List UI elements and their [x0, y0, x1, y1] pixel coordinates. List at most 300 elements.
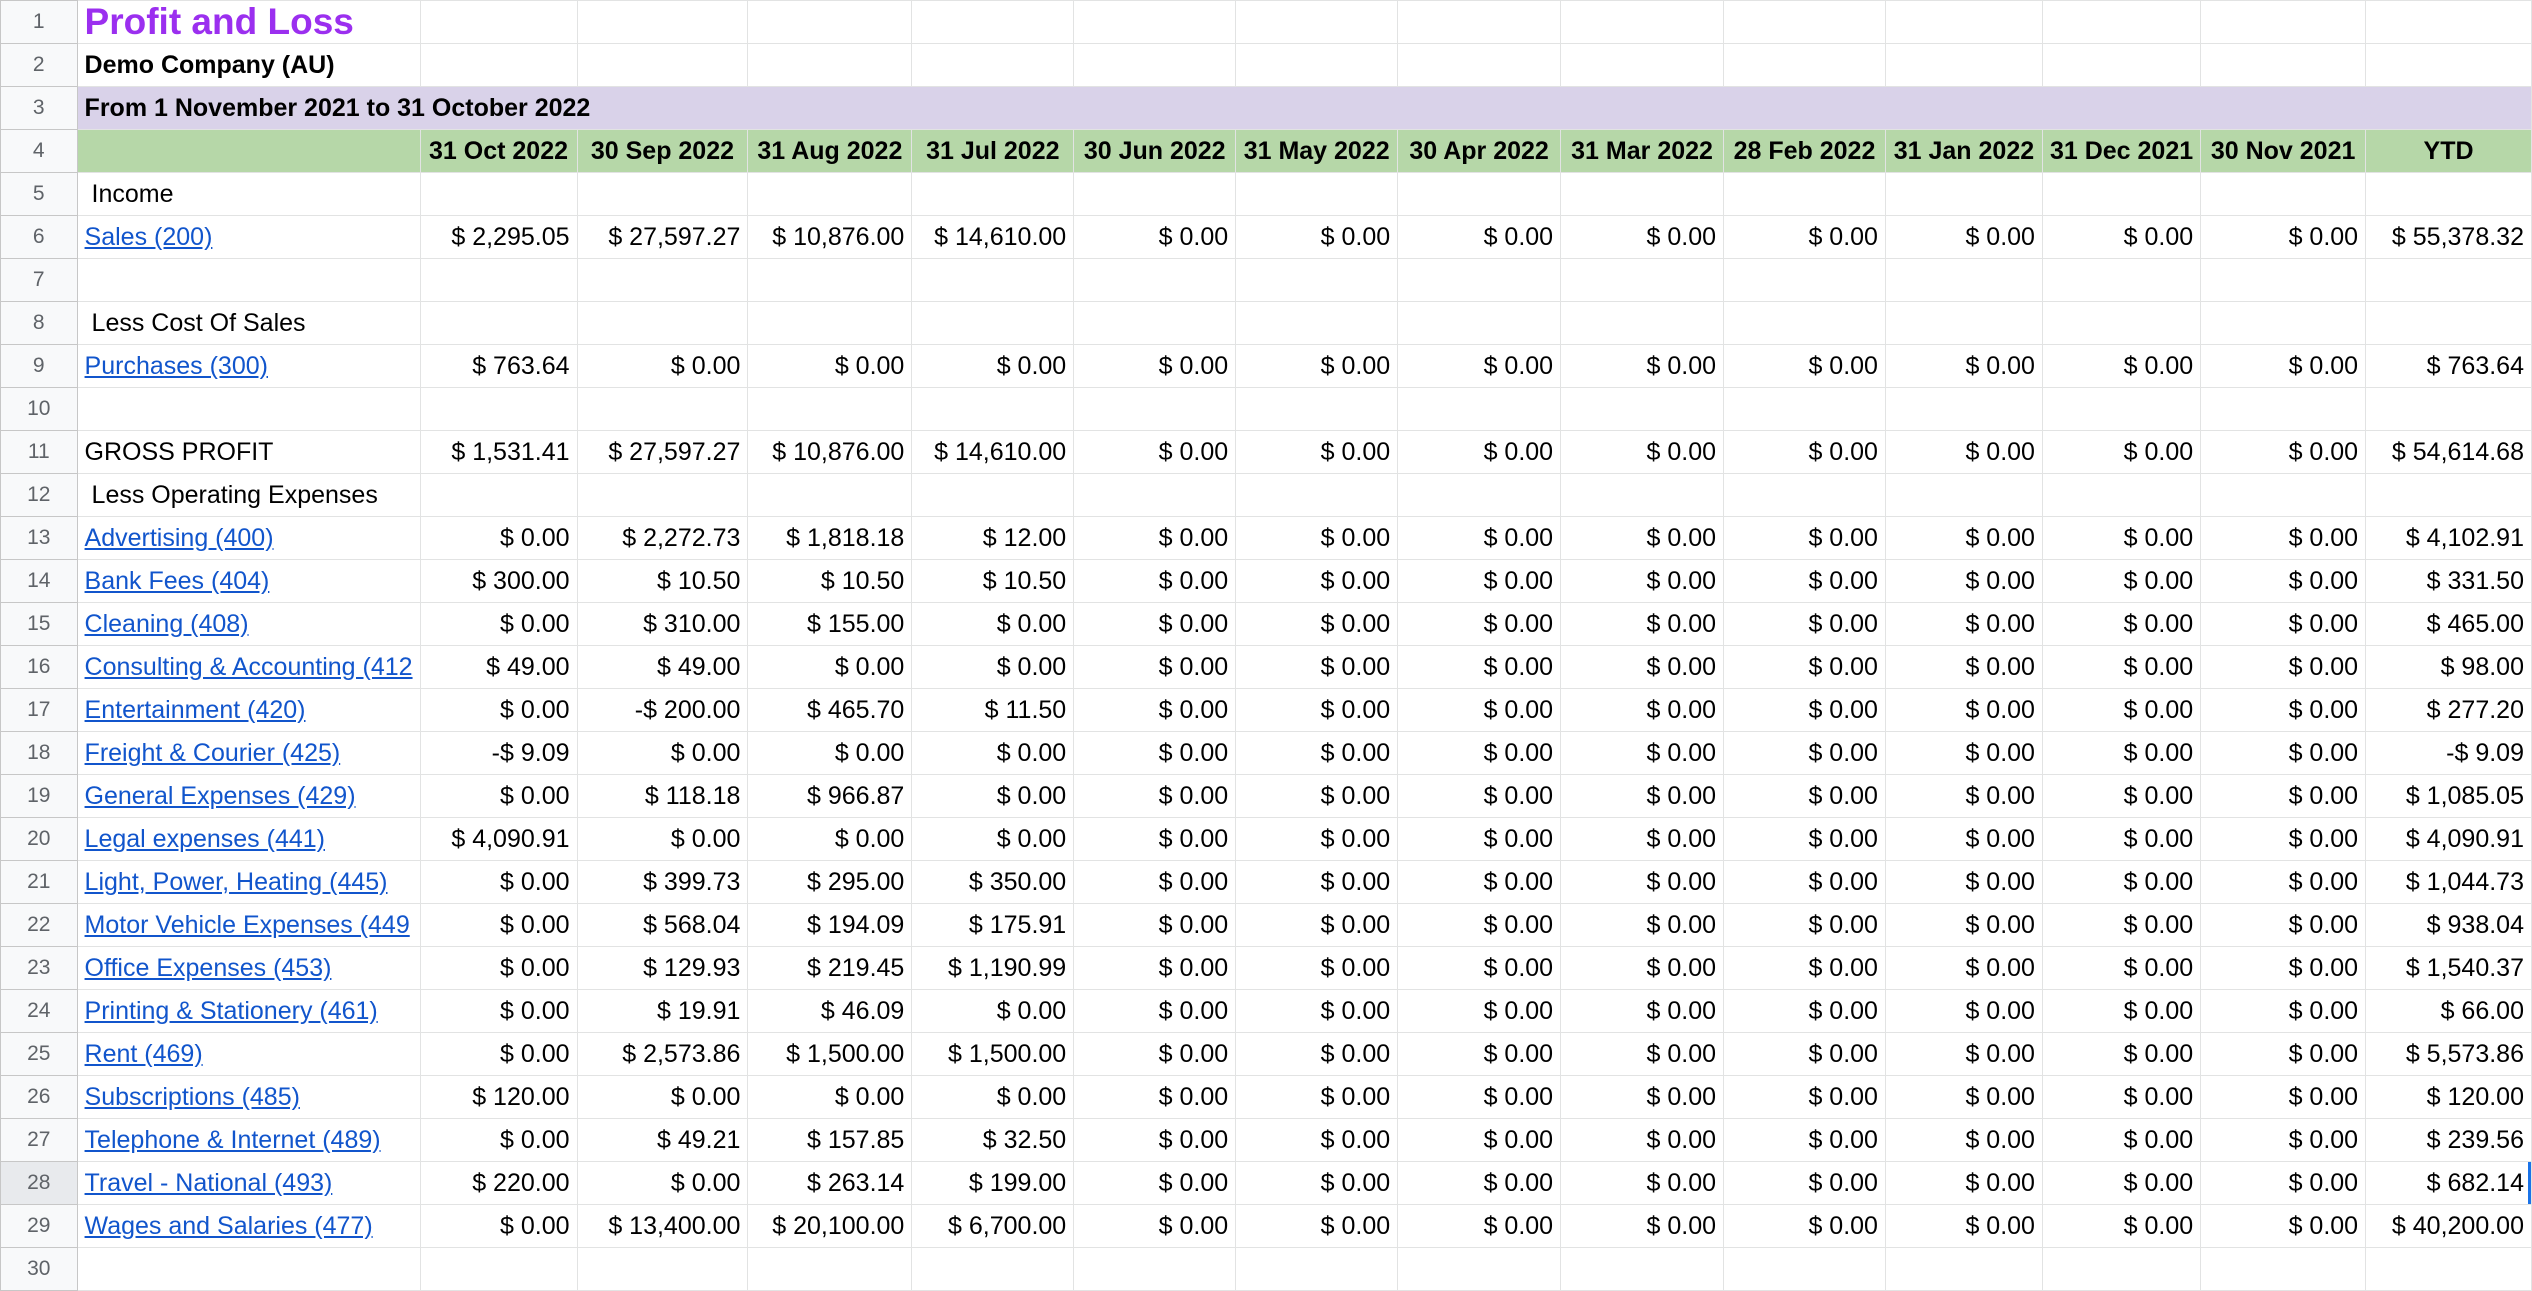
empty-cell[interactable]: [912, 1, 1074, 44]
account-link[interactable]: Entertainment (420): [77, 689, 420, 732]
amount-cell[interactable]: $ 0.00: [1724, 990, 1886, 1033]
amount-cell[interactable]: $ 0.00: [1074, 603, 1236, 646]
amount-cell[interactable]: $ 0.00: [1885, 603, 2042, 646]
report-period[interactable]: From 1 November 2021 to 31 October 2022: [77, 87, 2531, 130]
row-header[interactable]: 28: [1, 1162, 78, 1205]
amount-cell[interactable]: $ 0.00: [912, 1076, 1074, 1119]
empty-cell[interactable]: [577, 474, 748, 517]
amount-cell[interactable]: $ 0.00: [1724, 689, 1886, 732]
amount-cell[interactable]: -$ 9.09: [420, 732, 577, 775]
empty-cell[interactable]: [2366, 173, 2532, 216]
amount-cell[interactable]: $ 0.00: [420, 1205, 577, 1248]
amount-cell[interactable]: $ 155.00: [748, 603, 912, 646]
amount-cell[interactable]: $ 0.00: [1074, 1033, 1236, 1076]
amount-cell[interactable]: $ 0.00: [1074, 689, 1236, 732]
amount-cell[interactable]: $ 10,876.00: [748, 431, 912, 474]
row-header[interactable]: 27: [1, 1119, 78, 1162]
empty-cell[interactable]: [77, 388, 420, 431]
account-link[interactable]: Motor Vehicle Expenses (449: [77, 904, 420, 947]
account-link[interactable]: Freight & Courier (425): [77, 732, 420, 775]
amount-cell[interactable]: $ 0.00: [1236, 560, 1398, 603]
amount-cell[interactable]: $ 0.00: [1236, 603, 1398, 646]
account-link[interactable]: Wages and Salaries (477): [77, 1205, 420, 1248]
amount-cell[interactable]: $ 2,295.05: [420, 216, 577, 259]
amount-cell[interactable]: $ 0.00: [420, 990, 577, 1033]
empty-cell[interactable]: [577, 388, 748, 431]
empty-cell[interactable]: [420, 1, 577, 44]
empty-cell[interactable]: [77, 1248, 420, 1291]
amount-cell[interactable]: $ 0.00: [1561, 990, 1724, 1033]
amount-cell[interactable]: $ 0.00: [2042, 689, 2200, 732]
empty-cell[interactable]: [420, 1248, 577, 1291]
amount-cell[interactable]: $ 310.00: [577, 603, 748, 646]
empty-cell[interactable]: [420, 44, 577, 87]
column-header[interactable]: 30 Jun 2022: [1074, 130, 1236, 173]
empty-cell[interactable]: [1236, 173, 1398, 216]
amount-cell[interactable]: $ 0.00: [1236, 990, 1398, 1033]
amount-cell[interactable]: $ 20,100.00: [748, 1205, 912, 1248]
empty-cell[interactable]: [1561, 44, 1724, 87]
empty-cell[interactable]: [2042, 302, 2200, 345]
row-header[interactable]: 6: [1, 216, 78, 259]
empty-cell[interactable]: [748, 1248, 912, 1291]
amount-cell[interactable]: $ 4,090.91: [420, 818, 577, 861]
amount-cell[interactable]: $ 66.00: [2366, 990, 2532, 1033]
account-link[interactable]: Light, Power, Heating (445): [77, 861, 420, 904]
amount-cell[interactable]: $ 220.00: [420, 1162, 577, 1205]
empty-cell[interactable]: [2366, 388, 2532, 431]
account-link[interactable]: Consulting & Accounting (412: [77, 646, 420, 689]
amount-cell[interactable]: $ 0.00: [1074, 431, 1236, 474]
amount-cell[interactable]: $ 0.00: [1236, 775, 1398, 818]
empty-cell[interactable]: [577, 1248, 748, 1291]
amount-cell[interactable]: $ 331.50: [2366, 560, 2532, 603]
empty-cell[interactable]: [1398, 259, 1561, 302]
amount-cell[interactable]: $ 465.70: [748, 689, 912, 732]
row-header[interactable]: 12: [1, 474, 78, 517]
amount-cell[interactable]: $ 0.00: [2201, 1162, 2366, 1205]
amount-cell[interactable]: $ 0.00: [1398, 646, 1561, 689]
amount-cell[interactable]: $ 0.00: [1885, 689, 2042, 732]
amount-cell[interactable]: $ 40,200.00: [2366, 1205, 2532, 1248]
empty-cell[interactable]: [748, 388, 912, 431]
empty-cell[interactable]: [2042, 44, 2200, 87]
empty-cell[interactable]: [577, 44, 748, 87]
amount-cell[interactable]: $ 0.00: [577, 345, 748, 388]
row-header[interactable]: 14: [1, 560, 78, 603]
empty-cell[interactable]: [420, 259, 577, 302]
empty-cell[interactable]: [1236, 1248, 1398, 1291]
empty-cell[interactable]: [1724, 388, 1886, 431]
empty-cell[interactable]: [2366, 259, 2532, 302]
amount-cell[interactable]: $ 2,272.73: [577, 517, 748, 560]
row-header[interactable]: 23: [1, 947, 78, 990]
amount-cell[interactable]: $ 0.00: [1561, 1076, 1724, 1119]
empty-cell[interactable]: [1724, 474, 1886, 517]
account-link[interactable]: Bank Fees (404): [77, 560, 420, 603]
amount-cell[interactable]: $ 98.00: [2366, 646, 2532, 689]
amount-cell[interactable]: $ 0.00: [1398, 1162, 1561, 1205]
amount-cell[interactable]: $ 0.00: [1885, 1119, 2042, 1162]
empty-cell[interactable]: [1236, 259, 1398, 302]
empty-cell[interactable]: [1561, 173, 1724, 216]
amount-cell[interactable]: $ 13,400.00: [577, 1205, 748, 1248]
amount-cell[interactable]: $ 118.18: [577, 775, 748, 818]
amount-cell[interactable]: $ 0.00: [2042, 603, 2200, 646]
section-cost-of-sales[interactable]: Less Cost Of Sales: [77, 302, 420, 345]
amount-cell[interactable]: $ 0.00: [1885, 1205, 2042, 1248]
empty-cell[interactable]: [1561, 259, 1724, 302]
amount-cell[interactable]: $ 0.00: [748, 1076, 912, 1119]
amount-cell[interactable]: $ 0.00: [1074, 947, 1236, 990]
amount-cell[interactable]: $ 0.00: [1074, 1162, 1236, 1205]
amount-cell[interactable]: $ 0.00: [2042, 1033, 2200, 1076]
amount-cell[interactable]: $ 0.00: [1724, 732, 1886, 775]
amount-cell[interactable]: $ 0.00: [1236, 646, 1398, 689]
amount-cell[interactable]: $ 1,044.73: [2366, 861, 2532, 904]
amount-cell[interactable]: $ 5,573.86: [2366, 1033, 2532, 1076]
amount-cell[interactable]: $ 0.00: [1561, 818, 1724, 861]
amount-cell[interactable]: $ 0.00: [1885, 1033, 2042, 1076]
amount-cell[interactable]: $ 0.00: [1398, 603, 1561, 646]
amount-cell[interactable]: $ 0.00: [1561, 904, 1724, 947]
amount-cell[interactable]: $ 2,573.86: [577, 1033, 748, 1076]
empty-cell[interactable]: [1885, 388, 2042, 431]
amount-cell[interactable]: $ 1,190.99: [912, 947, 1074, 990]
amount-cell[interactable]: $ 0.00: [2201, 216, 2366, 259]
amount-cell[interactable]: $ 0.00: [1398, 818, 1561, 861]
amount-cell[interactable]: $ 0.00: [1236, 861, 1398, 904]
row-header[interactable]: 22: [1, 904, 78, 947]
amount-cell[interactable]: $ 0.00: [1398, 689, 1561, 732]
empty-cell[interactable]: [2042, 474, 2200, 517]
empty-cell[interactable]: [420, 388, 577, 431]
amount-cell[interactable]: $ 0.00: [577, 818, 748, 861]
amount-cell[interactable]: $ 0.00: [1561, 431, 1724, 474]
column-header[interactable]: 31 May 2022: [1236, 130, 1398, 173]
amount-cell[interactable]: $ 0.00: [2042, 990, 2200, 1033]
empty-cell[interactable]: [1398, 1248, 1561, 1291]
amount-cell[interactable]: $ 0.00: [2201, 1205, 2366, 1248]
amount-cell[interactable]: $ 27,597.27: [577, 431, 748, 474]
amount-cell[interactable]: $ 14,610.00: [912, 216, 1074, 259]
account-link[interactable]: Advertising (400): [77, 517, 420, 560]
empty-cell[interactable]: [1236, 388, 1398, 431]
amount-cell[interactable]: $ 0.00: [2201, 517, 2366, 560]
amount-cell[interactable]: $ 277.20: [2366, 689, 2532, 732]
row-header[interactable]: 11: [1, 431, 78, 474]
empty-cell[interactable]: [748, 259, 912, 302]
empty-cell[interactable]: [748, 173, 912, 216]
amount-cell[interactable]: $ 0.00: [1561, 947, 1724, 990]
empty-cell[interactable]: [577, 1, 748, 44]
row-header[interactable]: 5: [1, 173, 78, 216]
amount-cell[interactable]: $ 0.00: [748, 732, 912, 775]
amount-cell[interactable]: $ 0.00: [2042, 431, 2200, 474]
amount-cell[interactable]: $ 0.00: [1236, 689, 1398, 732]
row-header[interactable]: 30: [1, 1248, 78, 1291]
amount-cell[interactable]: $ 0.00: [1398, 732, 1561, 775]
empty-cell[interactable]: [2366, 302, 2532, 345]
empty-cell[interactable]: [1885, 259, 2042, 302]
empty-cell[interactable]: [2201, 1, 2366, 44]
row-header[interactable]: 20: [1, 818, 78, 861]
amount-cell[interactable]: $ 0.00: [1074, 216, 1236, 259]
empty-cell[interactable]: [1074, 173, 1236, 216]
account-link[interactable]: Office Expenses (453): [77, 947, 420, 990]
amount-cell[interactable]: $ 1,500.00: [748, 1033, 912, 1076]
amount-cell[interactable]: $ 0.00: [1561, 1205, 1724, 1248]
amount-cell[interactable]: $ 0.00: [1074, 990, 1236, 1033]
amount-cell[interactable]: $ 763.64: [2366, 345, 2532, 388]
column-header[interactable]: 30 Sep 2022: [577, 130, 748, 173]
amount-cell[interactable]: $ 199.00: [912, 1162, 1074, 1205]
amount-cell[interactable]: $ 0.00: [1885, 1162, 2042, 1205]
amount-cell[interactable]: $ 0.00: [1561, 1033, 1724, 1076]
amount-cell[interactable]: $ 0.00: [1074, 861, 1236, 904]
row-header[interactable]: 21: [1, 861, 78, 904]
empty-cell[interactable]: [2201, 1248, 2366, 1291]
amount-cell[interactable]: $ 0.00: [1398, 517, 1561, 560]
empty-cell[interactable]: [1724, 302, 1886, 345]
amount-cell[interactable]: $ 568.04: [577, 904, 748, 947]
amount-cell[interactable]: $ 0.00: [2201, 689, 2366, 732]
empty-cell[interactable]: [1398, 173, 1561, 216]
amount-cell[interactable]: $ 54,614.68: [2366, 431, 2532, 474]
amount-cell[interactable]: $ 0.00: [2042, 646, 2200, 689]
amount-cell[interactable]: $ 0.00: [1236, 947, 1398, 990]
amount-cell[interactable]: $ 0.00: [420, 775, 577, 818]
amount-cell[interactable]: $ 0.00: [2042, 517, 2200, 560]
empty-cell[interactable]: [1724, 1248, 1886, 1291]
amount-cell[interactable]: $ 263.14: [748, 1162, 912, 1205]
empty-cell[interactable]: [1724, 259, 1886, 302]
amount-cell[interactable]: $ 0.00: [1398, 775, 1561, 818]
amount-cell[interactable]: $ 0.00: [1561, 1162, 1724, 1205]
amount-cell[interactable]: $ 0.00: [1236, 1119, 1398, 1162]
amount-cell[interactable]: $ 0.00: [1236, 904, 1398, 947]
empty-cell[interactable]: [2042, 173, 2200, 216]
empty-cell[interactable]: [2366, 44, 2532, 87]
empty-cell[interactable]: [1074, 474, 1236, 517]
amount-cell[interactable]: $ 0.00: [1398, 1205, 1561, 1248]
amount-cell[interactable]: $ 966.87: [748, 775, 912, 818]
empty-cell[interactable]: [1236, 474, 1398, 517]
column-header[interactable]: 31 Oct 2022: [420, 130, 577, 173]
row-header[interactable]: 26: [1, 1076, 78, 1119]
empty-cell[interactable]: [2201, 173, 2366, 216]
amount-cell[interactable]: $ 0.00: [1561, 560, 1724, 603]
amount-cell[interactable]: $ 1,818.18: [748, 517, 912, 560]
amount-cell[interactable]: $ 0.00: [1885, 775, 2042, 818]
row-header[interactable]: 3: [1, 87, 78, 130]
empty-cell[interactable]: [912, 259, 1074, 302]
column-header[interactable]: 28 Feb 2022: [1724, 130, 1886, 173]
amount-cell[interactable]: $ 0.00: [1885, 1076, 2042, 1119]
amount-cell[interactable]: $ 0.00: [2042, 861, 2200, 904]
empty-cell[interactable]: [2042, 259, 2200, 302]
amount-cell[interactable]: $ 0.00: [1398, 1076, 1561, 1119]
amount-cell[interactable]: $ 0.00: [1561, 689, 1724, 732]
account-link[interactable]: Telephone & Internet (489): [77, 1119, 420, 1162]
amount-cell[interactable]: $ 194.09: [748, 904, 912, 947]
amount-cell[interactable]: $ 0.00: [2201, 775, 2366, 818]
amount-cell[interactable]: $ 0.00: [2201, 861, 2366, 904]
row-header[interactable]: 17: [1, 689, 78, 732]
amount-cell[interactable]: $ 0.00: [2201, 560, 2366, 603]
row-header[interactable]: 4: [1, 130, 78, 173]
amount-cell[interactable]: $ 0.00: [1724, 646, 1886, 689]
amount-cell[interactable]: $ 0.00: [1724, 1205, 1886, 1248]
empty-cell[interactable]: [2201, 302, 2366, 345]
amount-cell[interactable]: $ 0.00: [912, 775, 1074, 818]
empty-cell[interactable]: [1561, 302, 1724, 345]
empty-cell[interactable]: [1724, 1, 1886, 44]
amount-cell[interactable]: $ 0.00: [2042, 818, 2200, 861]
amount-cell[interactable]: $ 0.00: [1398, 1119, 1561, 1162]
amount-cell[interactable]: $ 0.00: [1236, 818, 1398, 861]
amount-cell[interactable]: $ 14,610.00: [912, 431, 1074, 474]
amount-cell[interactable]: $ 0.00: [1074, 732, 1236, 775]
amount-cell[interactable]: $ 10.50: [912, 560, 1074, 603]
amount-cell[interactable]: $ 0.00: [1724, 904, 1886, 947]
amount-cell[interactable]: $ 120.00: [420, 1076, 577, 1119]
empty-cell[interactable]: [912, 302, 1074, 345]
row-header[interactable]: 7: [1, 259, 78, 302]
amount-cell[interactable]: $ 49.00: [577, 646, 748, 689]
amount-cell[interactable]: $ 0.00: [1885, 517, 2042, 560]
row-header[interactable]: 8: [1, 302, 78, 345]
amount-cell[interactable]: $ 0.00: [1236, 431, 1398, 474]
amount-cell[interactable]: $ 350.00: [912, 861, 1074, 904]
account-link[interactable]: Travel - National (493): [77, 1162, 420, 1205]
empty-cell[interactable]: [420, 474, 577, 517]
amount-cell[interactable]: $ 0.00: [1885, 431, 2042, 474]
amount-cell[interactable]: $ 0.00: [1724, 1076, 1886, 1119]
amount-cell[interactable]: $ 0.00: [1724, 775, 1886, 818]
amount-cell[interactable]: $ 0.00: [1236, 345, 1398, 388]
row-header[interactable]: 25: [1, 1033, 78, 1076]
amount-cell[interactable]: $ 0.00: [420, 1033, 577, 1076]
empty-cell[interactable]: [1074, 44, 1236, 87]
amount-cell[interactable]: $ 49.21: [577, 1119, 748, 1162]
empty-cell[interactable]: [748, 302, 912, 345]
amount-cell[interactable]: $ 0.00: [1074, 1076, 1236, 1119]
report-title[interactable]: Profit and Loss: [77, 1, 420, 44]
row-header[interactable]: 9: [1, 345, 78, 388]
amount-cell[interactable]: $ 0.00: [1074, 646, 1236, 689]
amount-cell[interactable]: $ 0.00: [748, 818, 912, 861]
empty-cell[interactable]: [1724, 44, 1886, 87]
amount-cell[interactable]: $ 0.00: [1236, 732, 1398, 775]
amount-cell[interactable]: $ 0.00: [1724, 345, 1886, 388]
amount-cell[interactable]: $ 0.00: [1561, 603, 1724, 646]
amount-cell[interactable]: $ 0.00: [1885, 345, 2042, 388]
amount-cell[interactable]: $ 0.00: [2201, 990, 2366, 1033]
amount-cell[interactable]: $ 0.00: [2201, 1119, 2366, 1162]
empty-cell[interactable]: [2042, 1, 2200, 44]
empty-cell[interactable]: [1398, 388, 1561, 431]
row-header[interactable]: 1: [1, 1, 78, 44]
empty-cell[interactable]: [420, 302, 577, 345]
amount-cell[interactable]: $ 0.00: [1236, 1033, 1398, 1076]
amount-cell[interactable]: $ 0.00: [1561, 216, 1724, 259]
section-operating-expenses[interactable]: Less Operating Expenses: [77, 474, 420, 517]
amount-cell[interactable]: $ 0.00: [1398, 904, 1561, 947]
amount-cell[interactable]: $ 0.00: [1561, 775, 1724, 818]
amount-cell[interactable]: $ 0.00: [577, 732, 748, 775]
amount-cell[interactable]: $ 0.00: [1398, 947, 1561, 990]
amount-cell[interactable]: $ 0.00: [1398, 431, 1561, 474]
amount-cell[interactable]: $ 11.50: [912, 689, 1074, 732]
amount-cell[interactable]: $ 0.00: [1074, 345, 1236, 388]
empty-cell[interactable]: [748, 474, 912, 517]
account-link[interactable]: Purchases (300): [77, 345, 420, 388]
amount-cell[interactable]: $ 0.00: [1885, 560, 2042, 603]
row-label[interactable]: GROSS PROFIT: [77, 431, 420, 474]
amount-cell[interactable]: $ 0.00: [1885, 904, 2042, 947]
amount-cell[interactable]: $ 0.00: [2201, 947, 2366, 990]
row-header[interactable]: 10: [1, 388, 78, 431]
empty-cell[interactable]: [420, 173, 577, 216]
amount-cell[interactable]: $ 0.00: [2042, 1205, 2200, 1248]
amount-cell[interactable]: $ 682.14: [2366, 1162, 2532, 1205]
empty-cell[interactable]: [1398, 474, 1561, 517]
amount-cell[interactable]: $ 938.04: [2366, 904, 2532, 947]
amount-cell[interactable]: $ 0.00: [1724, 216, 1886, 259]
empty-cell[interactable]: [577, 259, 748, 302]
row-header[interactable]: 19: [1, 775, 78, 818]
empty-cell[interactable]: [2042, 388, 2200, 431]
row-header[interactable]: 15: [1, 603, 78, 646]
amount-cell[interactable]: $ 0.00: [2042, 560, 2200, 603]
amount-cell[interactable]: $ 129.93: [577, 947, 748, 990]
amount-cell[interactable]: -$ 200.00: [577, 689, 748, 732]
amount-cell[interactable]: $ 239.56: [2366, 1119, 2532, 1162]
amount-cell[interactable]: $ 0.00: [420, 517, 577, 560]
amount-cell[interactable]: $ 175.91: [912, 904, 1074, 947]
amount-cell[interactable]: $ 10.50: [748, 560, 912, 603]
empty-cell[interactable]: [2366, 1248, 2532, 1291]
empty-cell[interactable]: [1885, 173, 2042, 216]
amount-cell[interactable]: $ 55,378.32: [2366, 216, 2532, 259]
amount-cell[interactable]: $ 0.00: [1885, 732, 2042, 775]
empty-cell[interactable]: [1398, 1, 1561, 44]
empty-cell[interactable]: [748, 44, 912, 87]
amount-cell[interactable]: $ 0.00: [1561, 1119, 1724, 1162]
amount-cell[interactable]: $ 4,102.91: [2366, 517, 2532, 560]
amount-cell[interactable]: $ 0.00: [912, 603, 1074, 646]
empty-cell[interactable]: [1561, 388, 1724, 431]
amount-cell[interactable]: $ 0.00: [912, 646, 1074, 689]
empty-cell[interactable]: [77, 259, 420, 302]
amount-cell[interactable]: $ 0.00: [2201, 603, 2366, 646]
account-link[interactable]: Sales (200): [77, 216, 420, 259]
empty-cell[interactable]: [1074, 302, 1236, 345]
amount-cell[interactable]: $ 0.00: [1724, 603, 1886, 646]
amount-cell[interactable]: $ 0.00: [1074, 1205, 1236, 1248]
amount-cell[interactable]: $ 0.00: [1236, 1162, 1398, 1205]
empty-cell[interactable]: [1885, 1248, 2042, 1291]
amount-cell[interactable]: $ 0.00: [2201, 431, 2366, 474]
amount-cell[interactable]: $ 120.00: [2366, 1076, 2532, 1119]
amount-cell[interactable]: $ 0.00: [1885, 990, 2042, 1033]
column-header[interactable]: 31 Dec 2021: [2042, 130, 2200, 173]
amount-cell[interactable]: $ 12.00: [912, 517, 1074, 560]
amount-cell[interactable]: $ 399.73: [577, 861, 748, 904]
amount-cell[interactable]: $ 0.00: [1398, 345, 1561, 388]
amount-cell[interactable]: $ 0.00: [912, 990, 1074, 1033]
